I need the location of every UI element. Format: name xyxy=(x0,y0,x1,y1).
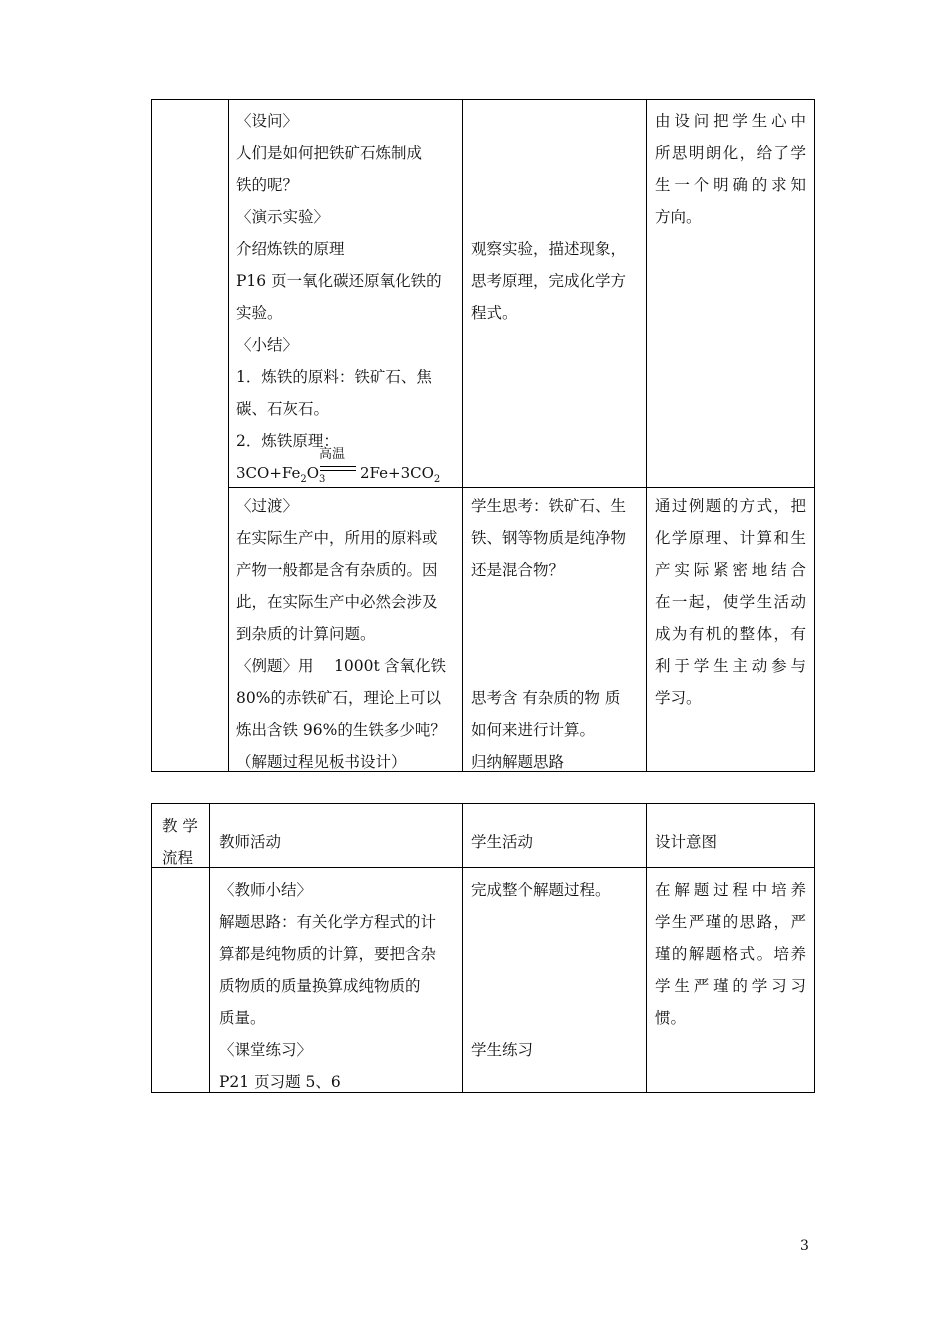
teacher-text-line: 此，在实际生产中必然会涉及 xyxy=(236,593,438,611)
intent-text-line: 通过例题的方式，把 xyxy=(655,497,806,515)
intent-text-line: 在一起，使学生活动 xyxy=(655,593,806,611)
teacher-text-line: 含氧化铁 xyxy=(384,657,447,675)
equation-right-side: $2Fe+3CO_2$ xyxy=(360,464,441,485)
intent-text-line: 在解题过程中培养 xyxy=(655,881,806,899)
teacher-text-line: 炼出含铁 96%的生铁多少吨？ xyxy=(236,721,446,739)
intent-text-line: 成为有机的整体，有 xyxy=(655,625,806,643)
intent-text-line: 由设问把学生心中 xyxy=(655,112,806,130)
teacher-text-line: 1000t xyxy=(334,657,380,675)
header-design-intent: 设计意图 xyxy=(655,833,718,851)
teacher-text-line: 1．炼铁的原料：铁矿石、焦 xyxy=(236,368,432,386)
teacher-text-line: 解题思路：有关化学方程式的计 xyxy=(219,913,437,931)
intent-text-line: 学习。 xyxy=(655,689,702,707)
intent-text-line: 生一个明确的求知 xyxy=(655,176,806,194)
table2-header-divider xyxy=(151,867,815,868)
table1-top-border xyxy=(151,99,815,100)
equation-left-side: $3CO+Fe_2O_3$ xyxy=(236,464,326,485)
header-flow: 教 学 xyxy=(162,817,198,835)
teacher-text-line: 人们是如何把铁矿石炼制成 xyxy=(236,144,423,162)
teacher-text-line: 到杂质的计算问题。 xyxy=(236,625,376,643)
teacher-text-line: 〈教师小结〉 xyxy=(219,881,313,899)
table1-col-divider-1 xyxy=(228,99,229,772)
teacher-text-line: 实验。 xyxy=(236,304,283,322)
header-flow: 流程 xyxy=(162,849,194,867)
table2-bottom-border xyxy=(151,1092,815,1093)
student-text-line: 程式。 xyxy=(471,304,518,322)
teacher-text-line: 产物一般都是含有杂质的。因 xyxy=(236,561,438,579)
teacher-text-line: 铁的呢？ xyxy=(236,176,299,194)
header-student-activity: 学生活动 xyxy=(471,833,534,851)
student-text-line: 如何来进行计算。 xyxy=(471,721,596,739)
table2-col-divider-3 xyxy=(646,803,647,1093)
table1-col-divider-2 xyxy=(462,99,463,772)
student-text-line: 学生练习 xyxy=(471,1041,534,1059)
student-text-line: 学生思考：铁矿石、生 xyxy=(471,497,627,515)
student-text-line: 思考原理，完成化学方 xyxy=(471,272,627,290)
intent-text-line: 方向。 xyxy=(655,208,702,226)
student-text-line: 铁、钢等物质是纯净物 xyxy=(471,529,627,547)
teacher-text-line: 碳、石灰石。 xyxy=(236,400,330,418)
intent-text-line: 惯。 xyxy=(655,1009,687,1027)
teacher-text-line: 〈设问〉 xyxy=(236,112,299,130)
table2-left-border xyxy=(151,803,152,1093)
table2-right-border xyxy=(814,803,815,1093)
intent-text-line: 学生严瑾的思路，严 xyxy=(655,913,806,931)
header-teacher-activity: 教师活动 xyxy=(219,833,282,851)
teacher-text-line: 介绍炼铁的原理 xyxy=(236,240,345,258)
teacher-text-line: 〈演示实验〉 xyxy=(236,208,330,226)
table2-top-border xyxy=(151,803,815,804)
intent-text-line: 瑾的解题格式。培养 xyxy=(655,945,806,963)
intent-text-line: 所思明朗化，给了学 xyxy=(655,144,806,162)
page-number: 3 xyxy=(800,1238,809,1254)
teacher-text-line: （解题过程见板书设计） xyxy=(236,753,407,771)
student-text-line: 思考含 有杂质的物 质 xyxy=(471,689,621,707)
student-text-line: 还是混合物？ xyxy=(471,561,565,579)
teacher-text-line: 〈小结〉 xyxy=(236,336,299,354)
teacher-text-line: 算都是纯物质的计算，要把含杂 xyxy=(219,945,437,963)
teacher-text-line: 质量。 xyxy=(219,1009,266,1027)
teacher-text-line: 2．炼铁原理： xyxy=(236,432,339,450)
student-text-line: 观察实验，描述现象， xyxy=(471,240,627,258)
teacher-text-line: 〈例题〉用 xyxy=(236,657,314,675)
teacher-text-line: 80%的赤铁矿石，理论上可以 xyxy=(236,689,441,707)
student-text-line: 完成整个解题过程。 xyxy=(471,881,611,899)
intent-text-line: 学生严瑾的学习习 xyxy=(655,977,806,995)
table1-left-border xyxy=(151,99,152,772)
table2-col-divider-2 xyxy=(462,803,463,1093)
teacher-text-line: 质物质的质量换算成纯物质的 xyxy=(219,977,421,995)
intent-text-line: 产实际紧密地结合 xyxy=(655,561,806,579)
table1-row-divider xyxy=(228,487,815,488)
intent-text-line: 利于学生主动参与 xyxy=(655,657,806,675)
equation-condition: 高温 xyxy=(319,447,346,462)
teacher-text-line: 〈过渡〉 xyxy=(236,497,299,515)
student-text-line: 归纳解题思路 xyxy=(471,753,565,771)
teacher-text-line: P16 页一氧化碳还原氧化铁的 xyxy=(236,272,442,290)
teacher-text-line: 〈课堂练习〉 xyxy=(219,1041,313,1059)
table1-right-border xyxy=(814,99,815,772)
teacher-text-line: 在实际生产中，所用的原料或 xyxy=(236,529,438,547)
table1-col-divider-3 xyxy=(646,99,647,772)
teacher-text-line: P21 页习题 5、6 xyxy=(219,1073,341,1091)
table2-col-divider-1 xyxy=(209,803,210,1093)
intent-text-line: 化学原理、计算和生 xyxy=(655,529,806,547)
